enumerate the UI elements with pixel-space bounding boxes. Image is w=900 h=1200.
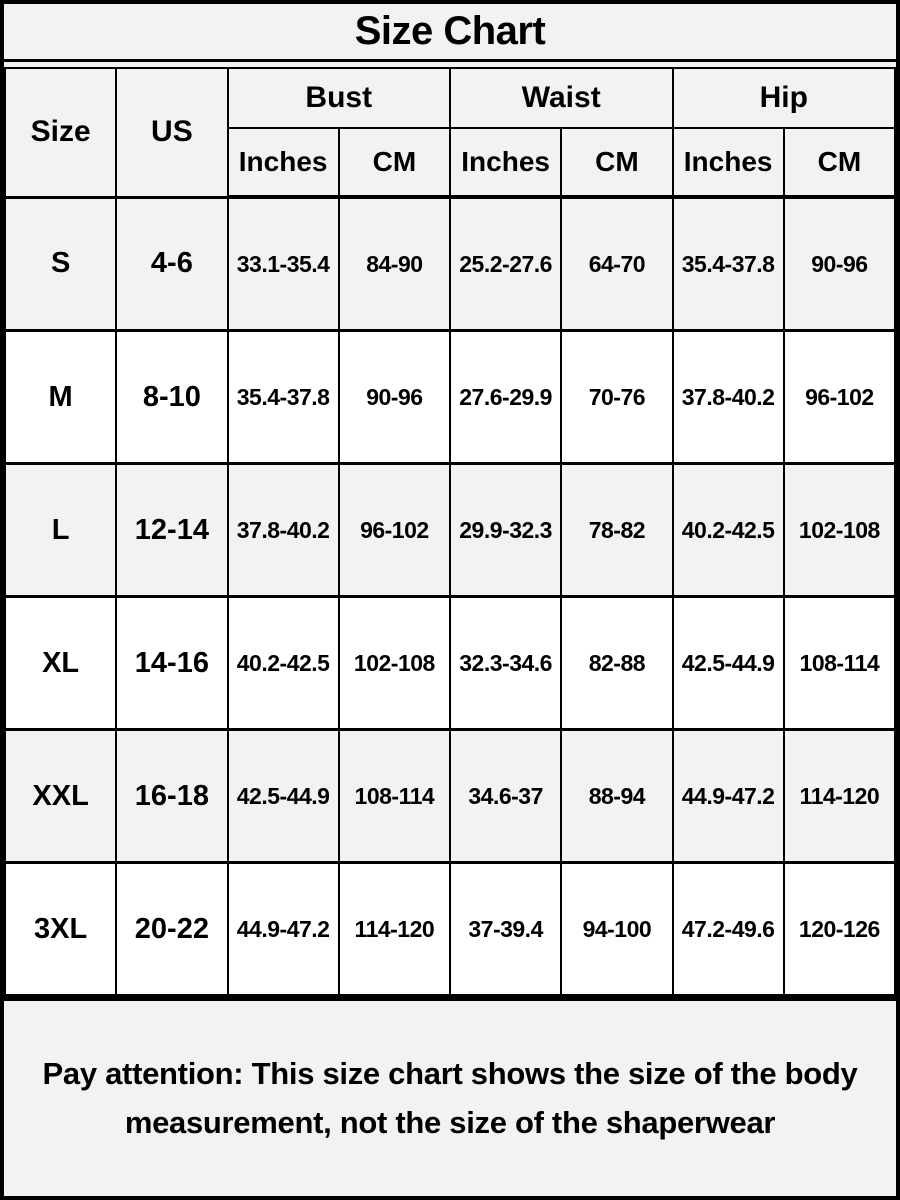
table-row-m	[5, 331, 895, 464]
bust-cm-cell: 114-120	[339, 863, 450, 996]
waist-cm-cell: 82-88	[561, 597, 672, 730]
waist-inches-cell: 32.3-34.6	[450, 597, 561, 730]
column-group-bust: Bust	[228, 68, 451, 128]
bust-inches-cell: 37.8-40.2	[228, 464, 339, 597]
waist-inches-cell: 34.6-37	[450, 730, 561, 863]
bust-cm-cell: 96-102	[339, 464, 450, 597]
subheader-waist-inches: Inches	[450, 128, 561, 197]
bust-cm-cell: 84-90	[339, 197, 450, 331]
table-row-s	[5, 197, 895, 331]
bust-inches-cell: 33.1-35.4	[228, 197, 339, 331]
table-row-xxl	[5, 730, 895, 863]
hip-cm-cell: 114-120	[784, 730, 895, 863]
table-row-xl	[5, 597, 895, 730]
hip-cm-cell: 102-108	[784, 464, 895, 597]
column-group-hip: Hip	[673, 68, 896, 128]
size-table	[4, 67, 896, 997]
us-cell: 16-18	[116, 730, 227, 863]
column-header-size: Size	[5, 68, 116, 197]
group-header-row	[5, 68, 895, 128]
hip-inches-cell: 47.2-49.6	[673, 863, 784, 996]
waist-cm-cell: 78-82	[561, 464, 672, 597]
bust-inches-cell: 35.4-37.8	[228, 331, 339, 464]
table-row-l	[5, 464, 895, 597]
us-cell: 14-16	[116, 597, 227, 730]
hip-cm-cell: 120-126	[784, 863, 895, 996]
subheader-hip-inches: Inches	[673, 128, 784, 197]
attention-note-line2: measurement, not the size of the shaperwear	[124, 1104, 776, 1140]
size-cell: L	[5, 464, 116, 597]
hip-cm-cell: 96-102	[784, 331, 895, 464]
bust-inches-cell: 42.5-44.9	[228, 730, 339, 863]
size-cell: M	[5, 331, 116, 464]
waist-cm-cell: 70-76	[561, 331, 672, 464]
waist-cm-cell: 88-94	[561, 730, 672, 863]
column-header-us: US	[116, 68, 227, 197]
subheader-bust-cm: CM	[339, 128, 450, 197]
bust-inches-cell: 40.2-42.5	[228, 597, 339, 730]
waist-cm-cell: 64-70	[561, 197, 672, 331]
table-row-3xl	[5, 863, 895, 996]
waist-inches-cell: 27.6-29.9	[450, 331, 561, 464]
bust-cm-cell: 102-108	[339, 597, 450, 730]
waist-inches-cell: 37-39.4	[450, 863, 561, 996]
attention-note-line1: Pay attention: This size chart shows the size of the body	[42, 1056, 858, 1092]
subheader-bust-inches: Inches	[228, 128, 339, 197]
attention-note	[4, 997, 896, 1196]
hip-inches-cell: 35.4-37.8	[673, 197, 784, 331]
bust-cm-cell: 90-96	[339, 331, 450, 464]
waist-inches-cell: 25.2-27.6	[450, 197, 561, 331]
subheader-hip-cm: CM	[784, 128, 895, 197]
hip-inches-cell: 40.2-42.5	[673, 464, 784, 597]
waist-inches-cell: 29.9-32.3	[450, 464, 561, 597]
hip-inches-cell: 37.8-40.2	[673, 331, 784, 464]
subheader-waist-cm: CM	[561, 128, 672, 197]
size-cell: S	[5, 197, 116, 331]
bust-inches-cell: 44.9-47.2	[228, 863, 339, 996]
us-cell: 20-22	[116, 863, 227, 996]
size-cell: XXL	[5, 730, 116, 863]
hip-cm-cell: 90-96	[784, 197, 895, 331]
hip-inches-cell: 44.9-47.2	[673, 730, 784, 863]
hip-inches-cell: 42.5-44.9	[673, 597, 784, 730]
waist-cm-cell: 94-100	[561, 863, 672, 996]
page-title: Size Chart	[4, 4, 896, 62]
size-cell: XL	[5, 597, 116, 730]
us-cell: 12-14	[116, 464, 227, 597]
bust-cm-cell: 108-114	[339, 730, 450, 863]
hip-cm-cell: 108-114	[784, 597, 895, 730]
us-cell: 8-10	[116, 331, 227, 464]
us-cell: 4-6	[116, 197, 227, 331]
size-cell: 3XL	[5, 863, 116, 996]
column-group-waist: Waist	[450, 68, 673, 128]
